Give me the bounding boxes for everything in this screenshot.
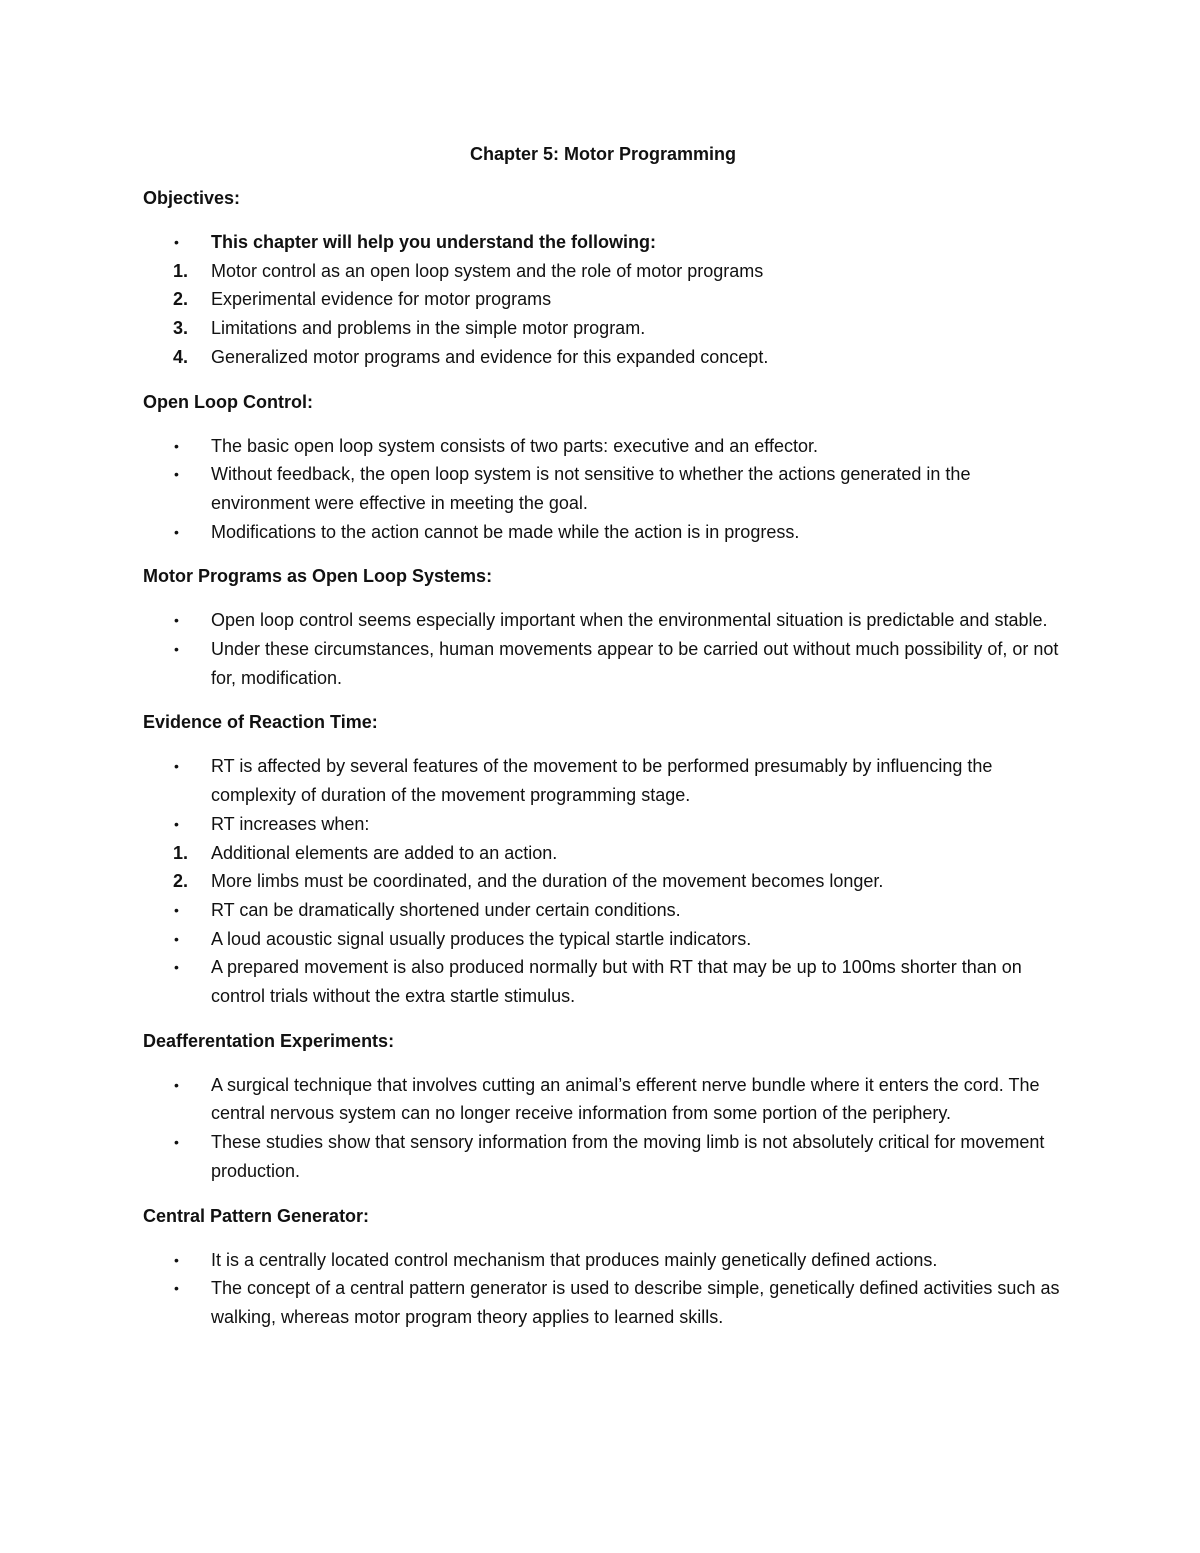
- list-item: [143, 839, 1063, 868]
- list-item-text: This chapter will help you understand the following:: [211, 232, 657, 252]
- list-item: [143, 1274, 1063, 1331]
- list-item-text: The concept of a central pattern generator is used to describe simple, genetically defined activities such as walking, whereas motor program theory applies to learned skills.: [211, 1278, 1060, 1327]
- bullet-marker: •: [174, 930, 179, 947]
- list-item-text: Open loop control seems especially important when the environmental situation is predictable and stable.: [211, 610, 1048, 631]
- section-list: [143, 606, 1063, 692]
- list-item-text: The basic open loop system consists of two parts: executive and an effector.: [211, 435, 818, 456]
- list-item-text: A loud acoustic signal usually produces the typical startle indicators.: [211, 928, 752, 949]
- list-item: [143, 285, 1063, 314]
- section-heading: Central Pattern Generator:: [143, 1205, 370, 1226]
- list-item: [143, 867, 1063, 896]
- list-item: [143, 925, 1063, 954]
- list-item-text: Under these circumstances, human movements appear to be carried out without much possibility of, or not for, modification.: [211, 639, 1059, 688]
- bullet-marker: •: [174, 959, 179, 976]
- list-item-text: A surgical technique that involves cutting an animal’s efferent nerve bundle where it enters the cord. The central nervous system can no longer receive information from some portion of the periphery.: [211, 1074, 1040, 1124]
- list-item-text: RT increases when:: [211, 813, 370, 834]
- list-item: [143, 1246, 1063, 1275]
- number-marker: 3.: [173, 318, 189, 339]
- list-item-text: Additional elements are added to an action.: [211, 842, 558, 863]
- list-item: [143, 606, 1063, 635]
- document-title: Chapter 5: Motor Programming: [469, 144, 737, 164]
- section-list: [143, 752, 1063, 1010]
- list-item-text: Without feedback, the open loop system is not sensitive to whether the actions generated in the environment were effective in meeting the goal.: [211, 464, 971, 513]
- list-item-text: Limitations and problems in the simple motor program.: [211, 318, 646, 339]
- list-item: [143, 1071, 1063, 1128]
- section-list: [143, 1071, 1063, 1186]
- list-item: [143, 635, 1063, 692]
- list-item-text: It is a centrally located control mechanism that produces mainly genetically defined actions.: [211, 1249, 938, 1270]
- section-heading: Motor Programs as Open Loop Systems:: [143, 566, 493, 587]
- bullet-marker: •: [174, 437, 179, 454]
- section-list: [143, 1246, 1063, 1332]
- section-list: [143, 432, 1063, 547]
- bullet-marker: •: [174, 234, 179, 250]
- list-item: [143, 460, 1063, 517]
- bullet-marker: •: [174, 523, 179, 540]
- section-heading: Evidence of Reaction Time:: [143, 712, 378, 733]
- document-body: [143, 184, 1063, 1332]
- list-item: [143, 432, 1063, 461]
- bullet-marker: •: [174, 1134, 179, 1151]
- list-item: [143, 257, 1063, 286]
- section-heading: Objectives:: [143, 188, 241, 208]
- list-item-text: RT is affected by several features of the movement to be performed presumably by influencing the complexity of duration of the movement programming stage.: [211, 756, 993, 806]
- list-item: [143, 314, 1063, 343]
- number-marker: 1.: [173, 842, 189, 863]
- bullet-marker: •: [174, 1280, 179, 1297]
- list-item-text: More limbs must be coordinated, and the duration of the movement becomes longer.: [211, 871, 884, 892]
- list-item-text: These studies show that sensory information from the moving limb is not absolutely critical for movement production.: [211, 1132, 1045, 1181]
- list-item: [143, 896, 1063, 925]
- list-item: [143, 810, 1063, 839]
- list-item: [143, 343, 1063, 372]
- list-item: [143, 1128, 1063, 1185]
- list-item-text: Motor control as an open loop system and the role of motor programs: [211, 260, 764, 281]
- list-item-text: A prepared movement is also produced normally but with RT that may be up to 100ms shorter than on control trials without the extra startle stimulus.: [211, 957, 1022, 1007]
- bullet-marker: •: [174, 758, 179, 775]
- number-marker: 1.: [173, 260, 189, 281]
- list-item-text: RT can be dramatically shortened under certain conditions.: [211, 899, 681, 920]
- document-page: [143, 140, 1063, 1348]
- bullet-marker: •: [174, 1076, 179, 1093]
- number-marker: 2.: [173, 871, 189, 892]
- section-heading: Open Loop Control:: [143, 391, 313, 412]
- bullet-marker: •: [174, 466, 179, 483]
- bullet-marker: •: [174, 901, 179, 918]
- list-item: [143, 953, 1063, 1010]
- list-item: [143, 518, 1063, 547]
- section-list: [143, 228, 1063, 372]
- number-marker: 2.: [173, 289, 189, 310]
- list-item: [143, 752, 1063, 809]
- number-marker: 4.: [173, 346, 189, 367]
- list-item: [143, 228, 1063, 257]
- bullet-marker: •: [174, 612, 179, 629]
- list-item-text: Modifications to the action cannot be made while the action is in progress.: [211, 521, 800, 542]
- list-item-text: Experimental evidence for motor programs: [211, 289, 552, 310]
- bullet-marker: •: [174, 1251, 179, 1268]
- section-heading: Deafferentation Experiments:: [143, 1030, 395, 1051]
- list-item-text: Generalized motor programs and evidence for this expanded concept.: [211, 346, 769, 367]
- bullet-marker: •: [174, 641, 179, 658]
- bullet-marker: •: [174, 815, 179, 832]
